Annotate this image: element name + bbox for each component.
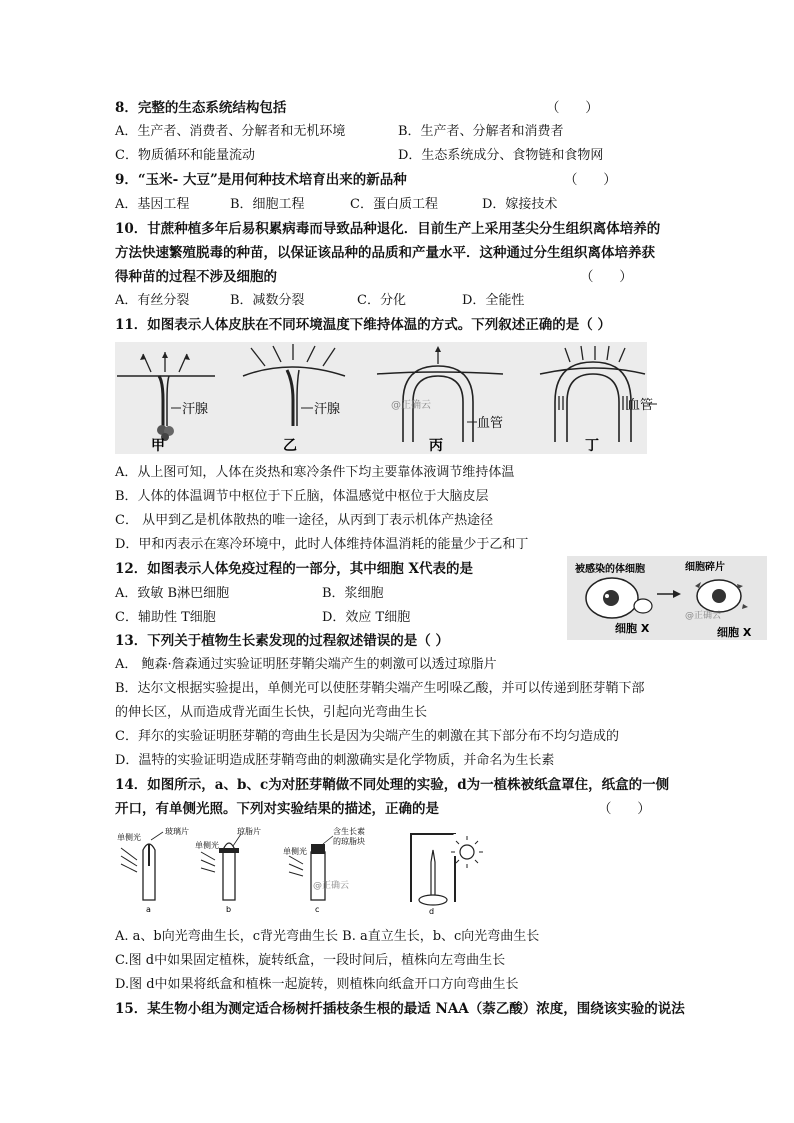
q9-option-b: B．细胞工程 (230, 197, 305, 212)
q11-stem: 11．如图表示人体皮肤在不同环境温度下维持体温的方式。下列叙述正确的是（ ） (115, 317, 611, 333)
q11-option-b: B．人体的体温调节中枢位于下丘脑，体温感觉中枢位于大脑皮层 (115, 489, 489, 504)
svg-text:d: d (429, 907, 435, 916)
q8-option-b: B．生产者、分解者和消费者 (398, 124, 564, 139)
svg-text:b: b (226, 905, 232, 914)
q11-option-a: A．从上图可知，人体在炎热和寒冷条件下均主要靠体液调节维持体温 (115, 465, 515, 480)
q12-option-b: B．浆细胞 (322, 586, 384, 601)
coleoptile-a (117, 826, 189, 914)
q14-answer-paren: （ ） (598, 801, 651, 817)
svg-text:单侧光: 单侧光 (195, 841, 219, 850)
svg-text:c: c (315, 905, 320, 914)
q11-skin-figure (115, 342, 647, 454)
q13-option-a: A． 鲍森·詹森通过实验证明胚芽鞘尖端产生的刺激可以透过琼脂片 (115, 657, 497, 672)
q10-answer-paren: （ ） (580, 269, 633, 285)
q14-stem-line2: 开口，有单侧光照。下列对实验结果的描述，正确的是 (115, 801, 439, 817)
q14-coleoptile-figure (115, 826, 495, 916)
q9-answer-paren: （ ） (564, 172, 617, 188)
svg-text:琼脂片: 琼脂片 (237, 827, 261, 836)
watermark-1: @正确云 (391, 400, 431, 411)
q8-option-d: D．生态系统成分、食物链和食物网 (398, 148, 604, 163)
svg-text:的琼脂块: 的琼脂块 (333, 837, 365, 846)
infected-cell-label: 被感染的体细胞 (575, 564, 645, 575)
q13-option-c: C．拜尔的实验证明胚芽鞘的弯曲生长是因为尖端产生的刺激在其下部分布不均匀造成的 (115, 729, 619, 744)
q10-stem-line1: 10．甘蔗种植多年后易积累病毒而导致品种退化．目前生产上采用茎尖分生组织离体培养的 (115, 221, 661, 237)
label-yi: 乙 (283, 438, 297, 454)
q12-immune-figure (567, 556, 767, 640)
q10-option-b: B．减数分裂 (230, 293, 305, 308)
svg-text:含生长素: 含生长素 (333, 827, 365, 836)
q9-stem: 9．“玉米- 大豆”是用何种技术培育出来的新品种 (115, 172, 407, 188)
q9-option-c: C．蛋白质工程 (350, 197, 438, 212)
svg-text:单侧光: 单侧光 (283, 847, 307, 856)
q15-stem: 15．某生物小组为测定适合杨树扦插枝条生根的最适 NAA（萘乙酸）浓度，围绕该实验的说法 (115, 1001, 685, 1017)
cell-x-label-1: 细胞 X (615, 622, 650, 635)
svg-text:a: a (146, 905, 151, 914)
q13-option-b-line1: B．达尔文根据实验提出，单侧光可以使胚芽鞘尖端产生吲哚乙酸，并可以传递到胚芽鞘下部 (115, 681, 645, 696)
q10-option-c: C．分化 (357, 293, 406, 308)
coleoptile-b (195, 826, 261, 914)
coleoptile-c (283, 826, 365, 914)
watermark-3: @正确云 (313, 881, 350, 891)
q13-stem: 13．下列关于植物生长素发现的过程叙述错误的是（ ） (115, 633, 449, 649)
q11-option-c: C． 从甲到乙是机体散热的唯一途径，从丙到丁表示机体产热途径 (115, 513, 494, 528)
q13-option-d: D．温特的实验证明造成胚芽鞘弯曲的刺激确实是化学物质，并命名为生长素 (115, 753, 555, 768)
q14-stem-line1: 14．如图所示，a、b、c为对胚芽鞘做不同处理的实验，d为一植株被纸盒罩住，纸盒的一侧 (115, 777, 670, 793)
q8-answer-paren: （ ） (546, 100, 599, 116)
q8-option-c: C．物质循环和能量流动 (115, 148, 255, 163)
plant-box-d (411, 834, 483, 916)
q12-option-a: A．致敏 B淋巴细胞 (115, 586, 230, 601)
q13-option-b-line2: 的伸长区，从而造成背光面生长快，引起向光弯曲生长 (115, 705, 428, 720)
svg-text:玻璃片: 玻璃片 (165, 827, 189, 836)
watermark-2: @正确云 (685, 611, 722, 621)
label-bing: 丙 (429, 438, 443, 454)
q12-option-c: C．辅助性 T细胞 (115, 610, 216, 625)
sweat-gland-label-2: 汗腺 (314, 402, 341, 417)
blood-vessel-label-1: 血管 (477, 416, 504, 431)
svg-text:单侧光: 单侧光 (117, 833, 141, 842)
q12-stem: 12．如图表示人体免疫过程的一部分，其中细胞 X代表的是 (115, 561, 473, 577)
svg-text:血管: 血管 (627, 398, 654, 413)
q10-option-d: D．全能性 (462, 293, 525, 308)
label-ding: 丁 (585, 438, 599, 454)
q12-option-d: D．效应 T细胞 (322, 610, 411, 625)
q14-options-ab: A. a、b向光弯曲生长，c背光弯曲生长 B. a直立生长，b、c向光弯曲生长 (115, 929, 540, 944)
q10-stem-line3: 得种苗的过程不涉及细胞的 (115, 269, 277, 285)
q9-option-d: D．嫁接技术 (482, 197, 558, 212)
q14-option-d: D.图 d中如果将纸盒和植株一起旋转，则植株向纸盒开口方向弯曲生长 (115, 977, 519, 992)
cell-fragments-label: 细胞碎片 (685, 562, 725, 573)
q8-option-a: A．生产者、消费者、分解者和无机环境 (115, 124, 346, 139)
q8-stem: 8．完整的生态系统结构包括 (115, 100, 287, 116)
cell-x-label-2: 细胞 X (717, 626, 752, 639)
sweat-gland-label-1: 汗腺 (182, 402, 209, 417)
q11-blood-vessel-label-2 (627, 392, 707, 422)
q9-option-a: A．基因工程 (115, 197, 190, 212)
q14-option-c: C.图 d中如果固定植株，旋转纸盒，一段时间后，植株向左弯曲生长 (115, 953, 506, 968)
q10-option-a: A．有丝分裂 (115, 293, 190, 308)
q11-option-d: D．甲和丙表示在寒冷环境中，此时人体维持体温消耗的能量少于乙和丁 (115, 537, 529, 552)
q10-stem-line2: 方法快速繁殖脱毒的种苗，以保证该品种的品质和产量水平．这种通过分生组织离体培养获 (115, 245, 655, 261)
label-jia: 甲 (151, 438, 165, 454)
